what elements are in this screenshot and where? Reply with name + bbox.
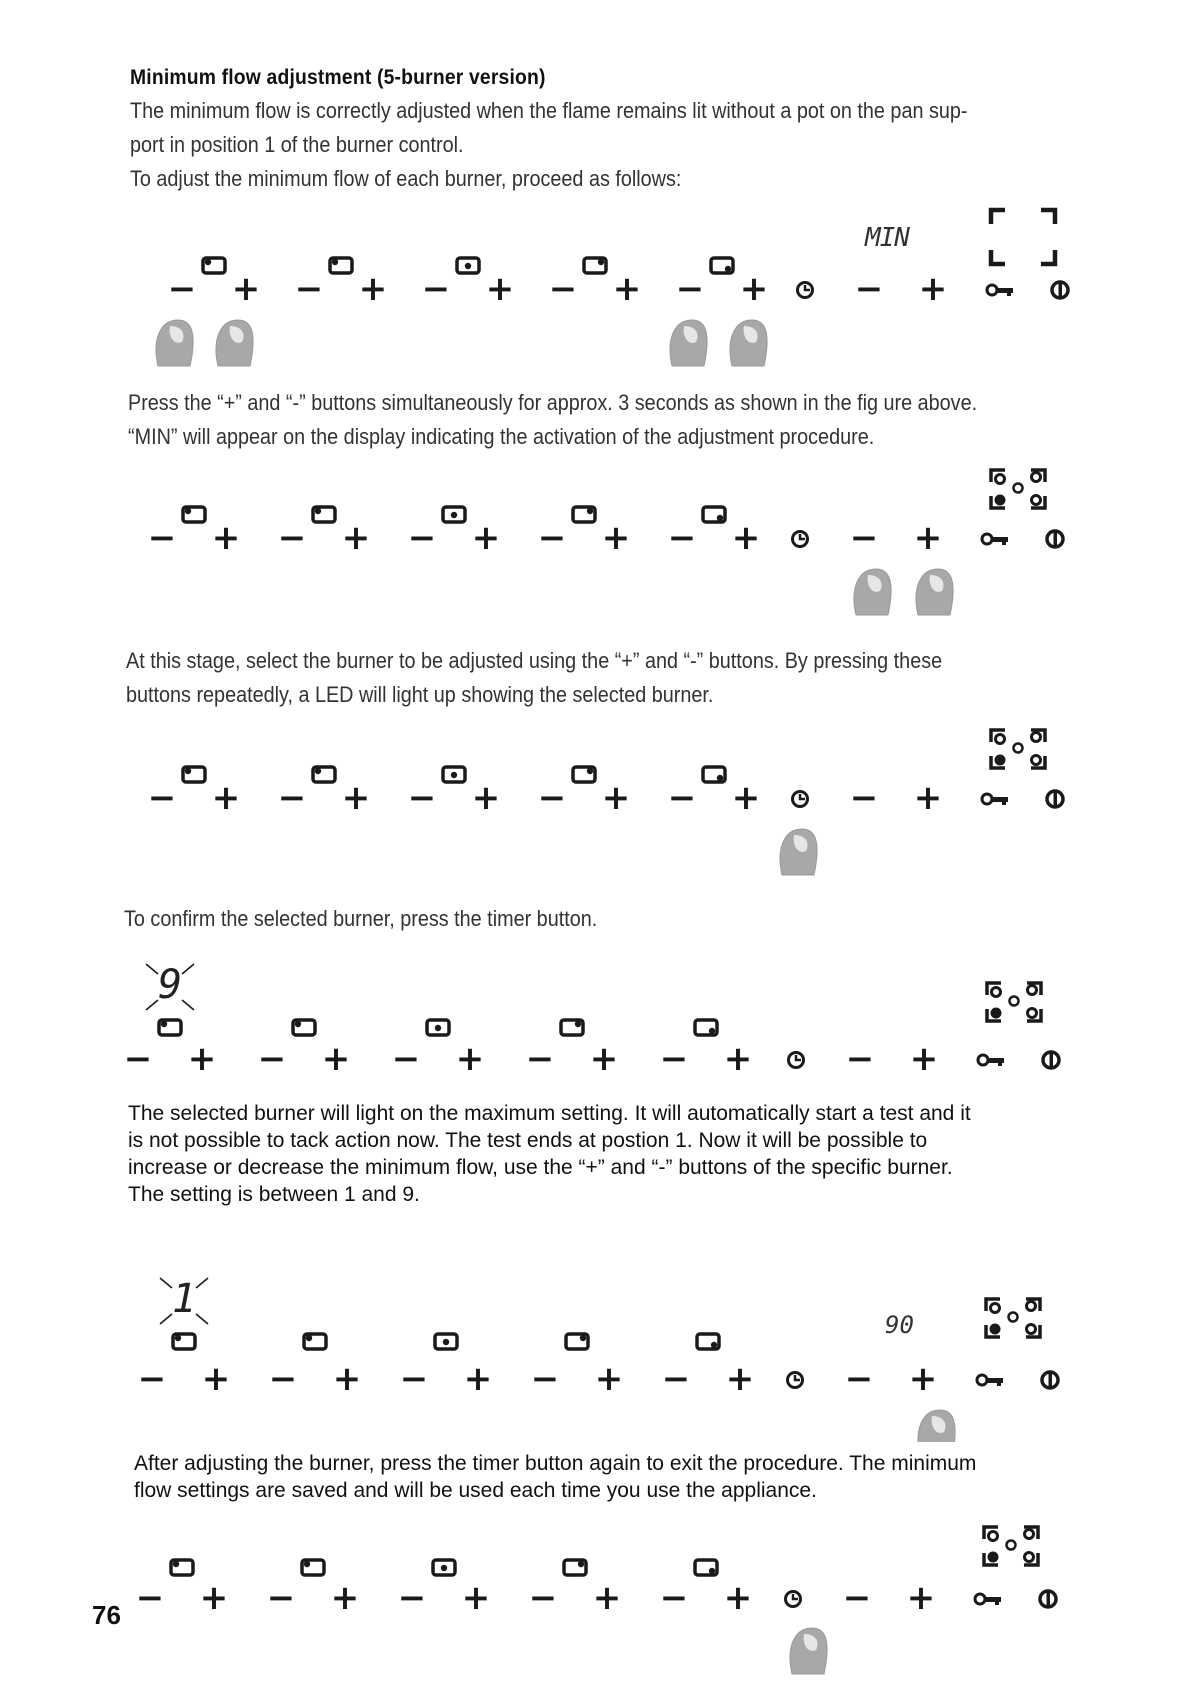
burner-icon-dot (185, 768, 191, 774)
step-line: “MIN” will appear on the display indicating the activation of the adjustment procedure. (128, 424, 875, 449)
layout-dot-br (1027, 1325, 1036, 1334)
timer-readout: 90 (885, 1311, 914, 1339)
step-line: At this stage, select the burner to be adjusted using the “+” and “-” buttons. By pressing these (126, 648, 943, 673)
minus-button[interactable]: − (530, 1359, 560, 1399)
timer-button[interactable] (793, 792, 808, 807)
burner-layout-icon (991, 730, 1045, 768)
burner-icon (293, 1020, 315, 1035)
minus-button[interactable]: − (257, 1039, 287, 1075)
panel-4-graphic (0, 945, 1197, 1075)
ray (182, 964, 194, 974)
power-icon-bar (1054, 790, 1058, 808)
display-readout: MIN (865, 223, 909, 253)
minus-button[interactable]: − (277, 778, 307, 818)
power-button[interactable] (1043, 1051, 1059, 1069)
layout-dot-tl (992, 988, 1001, 997)
burner-icon-dot (161, 1021, 167, 1027)
minus-button[interactable]: − (137, 1359, 167, 1399)
minus-button[interactable]: − (548, 269, 578, 309)
minus-button[interactable]: − (407, 518, 437, 558)
frame-tr (1041, 210, 1055, 224)
burner-icon-dot (451, 512, 457, 518)
ray (182, 1000, 194, 1010)
layout-dot-center (1010, 997, 1019, 1006)
finger-press-icon (916, 569, 953, 615)
panel-1-graphic (0, 198, 1197, 378)
layout-dot-center (1014, 484, 1023, 493)
finger-press-icon (730, 320, 767, 366)
intro-paragraph (130, 94, 967, 196)
key-tooth (1007, 290, 1011, 296)
key-tooth (1002, 799, 1006, 805)
key-tooth (998, 1060, 1002, 1066)
plus-button[interactable]: + (201, 1359, 231, 1399)
minus-button[interactable]: − (667, 518, 697, 558)
minus-button[interactable]: − (147, 518, 177, 558)
burner-icon (703, 507, 725, 522)
ray (146, 964, 158, 974)
ray (160, 1278, 172, 1288)
plus-button[interactable]: + (918, 269, 948, 309)
minus-button[interactable]: − (167, 269, 197, 309)
step-line: The setting is between 1 and 9. (128, 1183, 420, 1206)
burner-icon (171, 1560, 193, 1575)
key-icon (975, 1594, 985, 1604)
minus-button[interactable]: − (407, 778, 437, 818)
burner-icon (564, 1560, 586, 1575)
layout-dot-tl (989, 1532, 998, 1541)
lock-key-button[interactable] (977, 1375, 1003, 1386)
control-panel-1 (0, 198, 1197, 338)
key-icon (987, 285, 997, 295)
burner-icon-dot (598, 259, 604, 265)
plus-button[interactable]: + (471, 778, 501, 818)
finger-press-icon (918, 1410, 955, 1442)
layout-dot-bl (991, 1008, 1002, 1019)
power-button[interactable] (1047, 790, 1063, 808)
minus-button[interactable]: − (659, 1039, 689, 1075)
minus-button[interactable]: − (268, 1359, 298, 1399)
plus-button[interactable]: + (455, 1039, 485, 1075)
ray (196, 1278, 208, 1288)
ray (160, 1314, 172, 1324)
burner-icon-dot (435, 1025, 441, 1031)
minus-button[interactable]: − (537, 518, 567, 558)
burner-icon-dot (295, 1021, 301, 1027)
finger-press-icon (670, 320, 707, 366)
burner-icon-dot (575, 1021, 581, 1027)
plus-button[interactable]: + (485, 269, 515, 309)
key-icon (978, 1055, 988, 1065)
burner-icon (697, 1334, 719, 1349)
plus-button[interactable]: + (731, 518, 761, 558)
layout-dot-tl (991, 1304, 1000, 1313)
layout-dot-center (1009, 1313, 1018, 1322)
step-2-text (126, 644, 942, 712)
panel-6-graphic (0, 1515, 1197, 1686)
minus-button[interactable]: − (147, 778, 177, 818)
burner-icon (573, 507, 595, 522)
plus-button[interactable]: + (739, 269, 769, 309)
burner-level-digit: 1 (171, 1276, 197, 1322)
minus-button[interactable]: − (659, 1578, 689, 1618)
lock-key-button[interactable] (975, 1594, 1001, 1605)
frame-br (1041, 250, 1055, 264)
key-tooth (1002, 539, 1006, 545)
minus-button[interactable]: − (854, 269, 884, 309)
page-number: 76 (92, 1600, 121, 1630)
panel-2-graphic (0, 455, 1197, 635)
plus-button[interactable]: + (594, 1359, 624, 1399)
burner-icon (703, 767, 725, 782)
plus-button[interactable]: + (908, 1359, 938, 1399)
finger-press-icon (156, 320, 193, 366)
burner-level-digit: 9 (157, 962, 183, 1008)
power-icon-bar (1047, 1590, 1051, 1608)
layout-dot-center (1014, 744, 1023, 753)
ray (196, 1314, 208, 1324)
minus-button[interactable]: − (525, 1039, 555, 1075)
burner-icon (313, 507, 335, 522)
control-panel-2 (0, 455, 1197, 595)
step-4-text (128, 1100, 971, 1208)
burner-icon-dot (711, 1342, 717, 1348)
finger-press-icon (780, 829, 817, 875)
layout-dot-tr (1032, 473, 1041, 482)
minus-button[interactable]: − (849, 518, 879, 558)
plus-button[interactable]: + (199, 1578, 229, 1618)
minus-button[interactable]: − (399, 1359, 429, 1399)
plus-button[interactable]: + (463, 1359, 493, 1399)
burner-icon-dot (175, 1335, 181, 1341)
minus-button[interactable]: − (294, 269, 324, 309)
step-5-text (134, 1450, 976, 1504)
plus-button[interactable]: + (725, 1359, 755, 1399)
lock-key-button[interactable] (978, 1055, 1004, 1066)
power-icon-bar (1059, 281, 1063, 299)
burner-icon-dot (315, 508, 321, 514)
step-line: To confirm the selected burner, press the timer button. (124, 906, 598, 931)
plus-button[interactable]: + (592, 1578, 622, 1618)
lock-key-button[interactable] (982, 794, 1008, 805)
intro-line: To adjust the minimum flow of each burner, proceed as follows: (130, 166, 682, 191)
timer-button[interactable] (786, 1592, 801, 1607)
plus-button[interactable]: + (211, 778, 241, 818)
burner-icon-dot (332, 259, 338, 265)
layout-dot-tr (1032, 733, 1041, 742)
minus-button[interactable]: − (842, 1578, 872, 1618)
minus-button[interactable]: − (421, 269, 451, 309)
burner-icon-dot (578, 1561, 584, 1567)
burner-icon-dot (185, 508, 191, 514)
plus-button[interactable]: + (341, 778, 371, 818)
minus-button[interactable]: − (397, 1578, 427, 1618)
burner-icon-dot (173, 1561, 179, 1567)
burner-icon (302, 1560, 324, 1575)
burner-icon (573, 767, 595, 782)
minus-button[interactable]: − (537, 778, 567, 818)
burner-icon-dot (709, 1568, 715, 1574)
burner-icon (427, 1020, 449, 1035)
layout-dot-center (1007, 1541, 1016, 1550)
power-button[interactable] (1052, 281, 1068, 299)
frame-corners-icon (991, 210, 1055, 264)
plus-button[interactable]: + (913, 778, 943, 818)
key-icon (982, 534, 992, 544)
plus-button[interactable]: + (909, 1039, 939, 1075)
power-button[interactable] (1040, 1590, 1056, 1608)
layout-dot-bl (995, 755, 1006, 766)
layout-dot-br (1032, 756, 1041, 765)
burner-layout-icon (991, 470, 1045, 508)
step-line: flow settings are saved and will be used each time you use the appliance. (134, 1479, 817, 1502)
control-panel-5 (0, 1262, 1197, 1402)
layout-dot-bl (995, 495, 1006, 506)
burner-icon-dot (205, 259, 211, 265)
burner-icon (304, 1334, 326, 1349)
layout-dot-br (1025, 1553, 1034, 1562)
burner-icon (695, 1560, 717, 1575)
burner-icon-dot (709, 1028, 715, 1034)
burner-icon (159, 1020, 181, 1035)
frame-bl (991, 250, 1005, 264)
burner-icon (457, 258, 479, 273)
plus-button[interactable]: + (906, 1578, 936, 1618)
plus-button[interactable]: + (723, 1578, 753, 1618)
minus-button[interactable]: − (277, 518, 307, 558)
plus-button[interactable]: + (731, 778, 761, 818)
layout-dot-tr (1027, 1302, 1036, 1311)
plus-button[interactable]: + (341, 518, 371, 558)
minus-button[interactable]: − (661, 1359, 691, 1399)
timer-button[interactable] (788, 1373, 803, 1388)
plus-button[interactable]: + (601, 778, 631, 818)
plus-button[interactable]: + (358, 269, 388, 309)
power-button[interactable] (1047, 530, 1063, 548)
plus-button[interactable]: + (330, 1578, 360, 1618)
plus-button[interactable]: + (589, 1039, 619, 1075)
burner-icon (173, 1334, 195, 1349)
power-icon-bar (1049, 1371, 1053, 1389)
step-1-text (128, 386, 977, 454)
burner-icon (443, 507, 465, 522)
plus-button[interactable]: + (471, 518, 501, 558)
control-panel-6 (0, 1515, 1197, 1655)
layout-dot-tr (1028, 986, 1037, 995)
burner-icon (313, 767, 335, 782)
layout-dot-bl (988, 1552, 999, 1563)
plus-button[interactable]: + (187, 1039, 217, 1075)
timer-button[interactable] (798, 283, 813, 298)
burner-icon (433, 1560, 455, 1575)
panel-3-graphic (0, 715, 1197, 895)
burner-icon (203, 258, 225, 273)
finger-press-icon (790, 1628, 827, 1674)
plus-button[interactable]: + (601, 518, 631, 558)
timer-button[interactable] (789, 1053, 804, 1068)
burner-icon-dot (304, 1561, 310, 1567)
burner-layout-icon (986, 1299, 1040, 1337)
burner-icon (435, 1334, 457, 1349)
burner-icon (711, 258, 733, 273)
layout-dot-tr (1025, 1530, 1034, 1539)
step-line: buttons repeatedly, a LED will light up showing the selected burner. (126, 682, 714, 707)
step-line: After adjusting the burner, press the timer button again to exit the procedure. The minimum (134, 1452, 977, 1475)
burner-icon (584, 258, 606, 273)
burner-icon-dot (465, 263, 471, 269)
layout-dot-bl (990, 1324, 1001, 1335)
burner-icon (566, 1334, 588, 1349)
minus-button[interactable]: − (675, 269, 705, 309)
burner-icon-dot (717, 775, 723, 781)
power-button[interactable] (1042, 1371, 1058, 1389)
step-line: Press the “+” and “-” buttons simultaneously for approx. 3 seconds as shown in the fig ure above. (128, 390, 978, 415)
burner-layout-icon (987, 983, 1041, 1021)
section-title: Minimum flow adjustment (5-burner version) (130, 66, 546, 89)
step-line: increase or decrease the minimum flow, use the “+” and “-” buttons of the specific burner. (128, 1156, 953, 1179)
lock-key-button[interactable] (987, 285, 1013, 296)
burner-icon (561, 1020, 583, 1035)
burner-icon (330, 258, 352, 273)
lock-key-button[interactable] (982, 534, 1008, 545)
burner-icon-dot (443, 1339, 449, 1345)
layout-dot-br (1032, 496, 1041, 505)
plus-button[interactable]: + (321, 1039, 351, 1075)
intro-line: The minimum flow is correctly adjusted when the flame remains lit without a pot on the pan sup- (130, 98, 968, 123)
burner-icon-dot (580, 1335, 586, 1341)
plus-button[interactable]: + (211, 518, 241, 558)
burner-icon-dot (717, 515, 723, 521)
minus-button[interactable]: − (845, 1039, 875, 1075)
plus-button[interactable]: + (612, 269, 642, 309)
minus-button[interactable]: − (135, 1578, 165, 1618)
layout-dot-br (1028, 1009, 1037, 1018)
burner-icon-dot (306, 1335, 312, 1341)
layout-dot-tl (996, 475, 1005, 484)
minus-button[interactable]: − (266, 1578, 296, 1618)
minus-button[interactable]: − (123, 1039, 153, 1075)
timer-button[interactable] (793, 532, 808, 547)
plus-button[interactable]: + (332, 1359, 362, 1399)
finger-press-icon (854, 569, 891, 615)
intro-line: port in position 1 of the burner control. (130, 132, 464, 157)
step-line: The selected burner will light on the maximum setting. It will automatically start a test and it (128, 1102, 971, 1125)
burner-icon (183, 507, 205, 522)
minus-button[interactable]: − (391, 1039, 421, 1075)
burner-icon (443, 767, 465, 782)
burner-icon (695, 1020, 717, 1035)
key-icon (977, 1375, 987, 1385)
plus-button[interactable]: + (231, 269, 261, 309)
burner-icon-dot (587, 768, 593, 774)
key-tooth (997, 1380, 1001, 1386)
burner-icon-dot (315, 768, 321, 774)
burner-icon-dot (451, 772, 457, 778)
burner-icon-dot (441, 1565, 447, 1571)
frame-tl (991, 210, 1005, 224)
step-line: is not possible to tack action now. The test ends at postion 1. Now it will be possible to (128, 1129, 928, 1152)
layout-dot-tl (996, 735, 1005, 744)
plus-button[interactable]: + (461, 1578, 491, 1618)
plus-button[interactable]: + (723, 1039, 753, 1075)
key-tooth (995, 1599, 999, 1605)
burner-layout-icon (984, 1527, 1038, 1565)
ray (146, 1000, 158, 1010)
key-icon (982, 794, 992, 804)
plus-button[interactable]: + (913, 518, 943, 558)
minus-button[interactable]: − (528, 1578, 558, 1618)
burner-icon-dot (725, 266, 731, 272)
control-panel-3 (0, 715, 1197, 855)
burner-icon (183, 767, 205, 782)
minus-button[interactable]: − (667, 778, 697, 818)
burner-icon-dot (587, 508, 593, 514)
minus-button[interactable]: − (844, 1359, 874, 1399)
finger-press-icon (216, 320, 253, 366)
panel-5-graphic (0, 1262, 1197, 1442)
power-icon-bar (1054, 530, 1058, 548)
control-panel-4 (0, 945, 1197, 1085)
power-icon-bar (1050, 1051, 1054, 1069)
step-3-text (124, 902, 597, 936)
minus-button[interactable]: − (849, 778, 879, 818)
